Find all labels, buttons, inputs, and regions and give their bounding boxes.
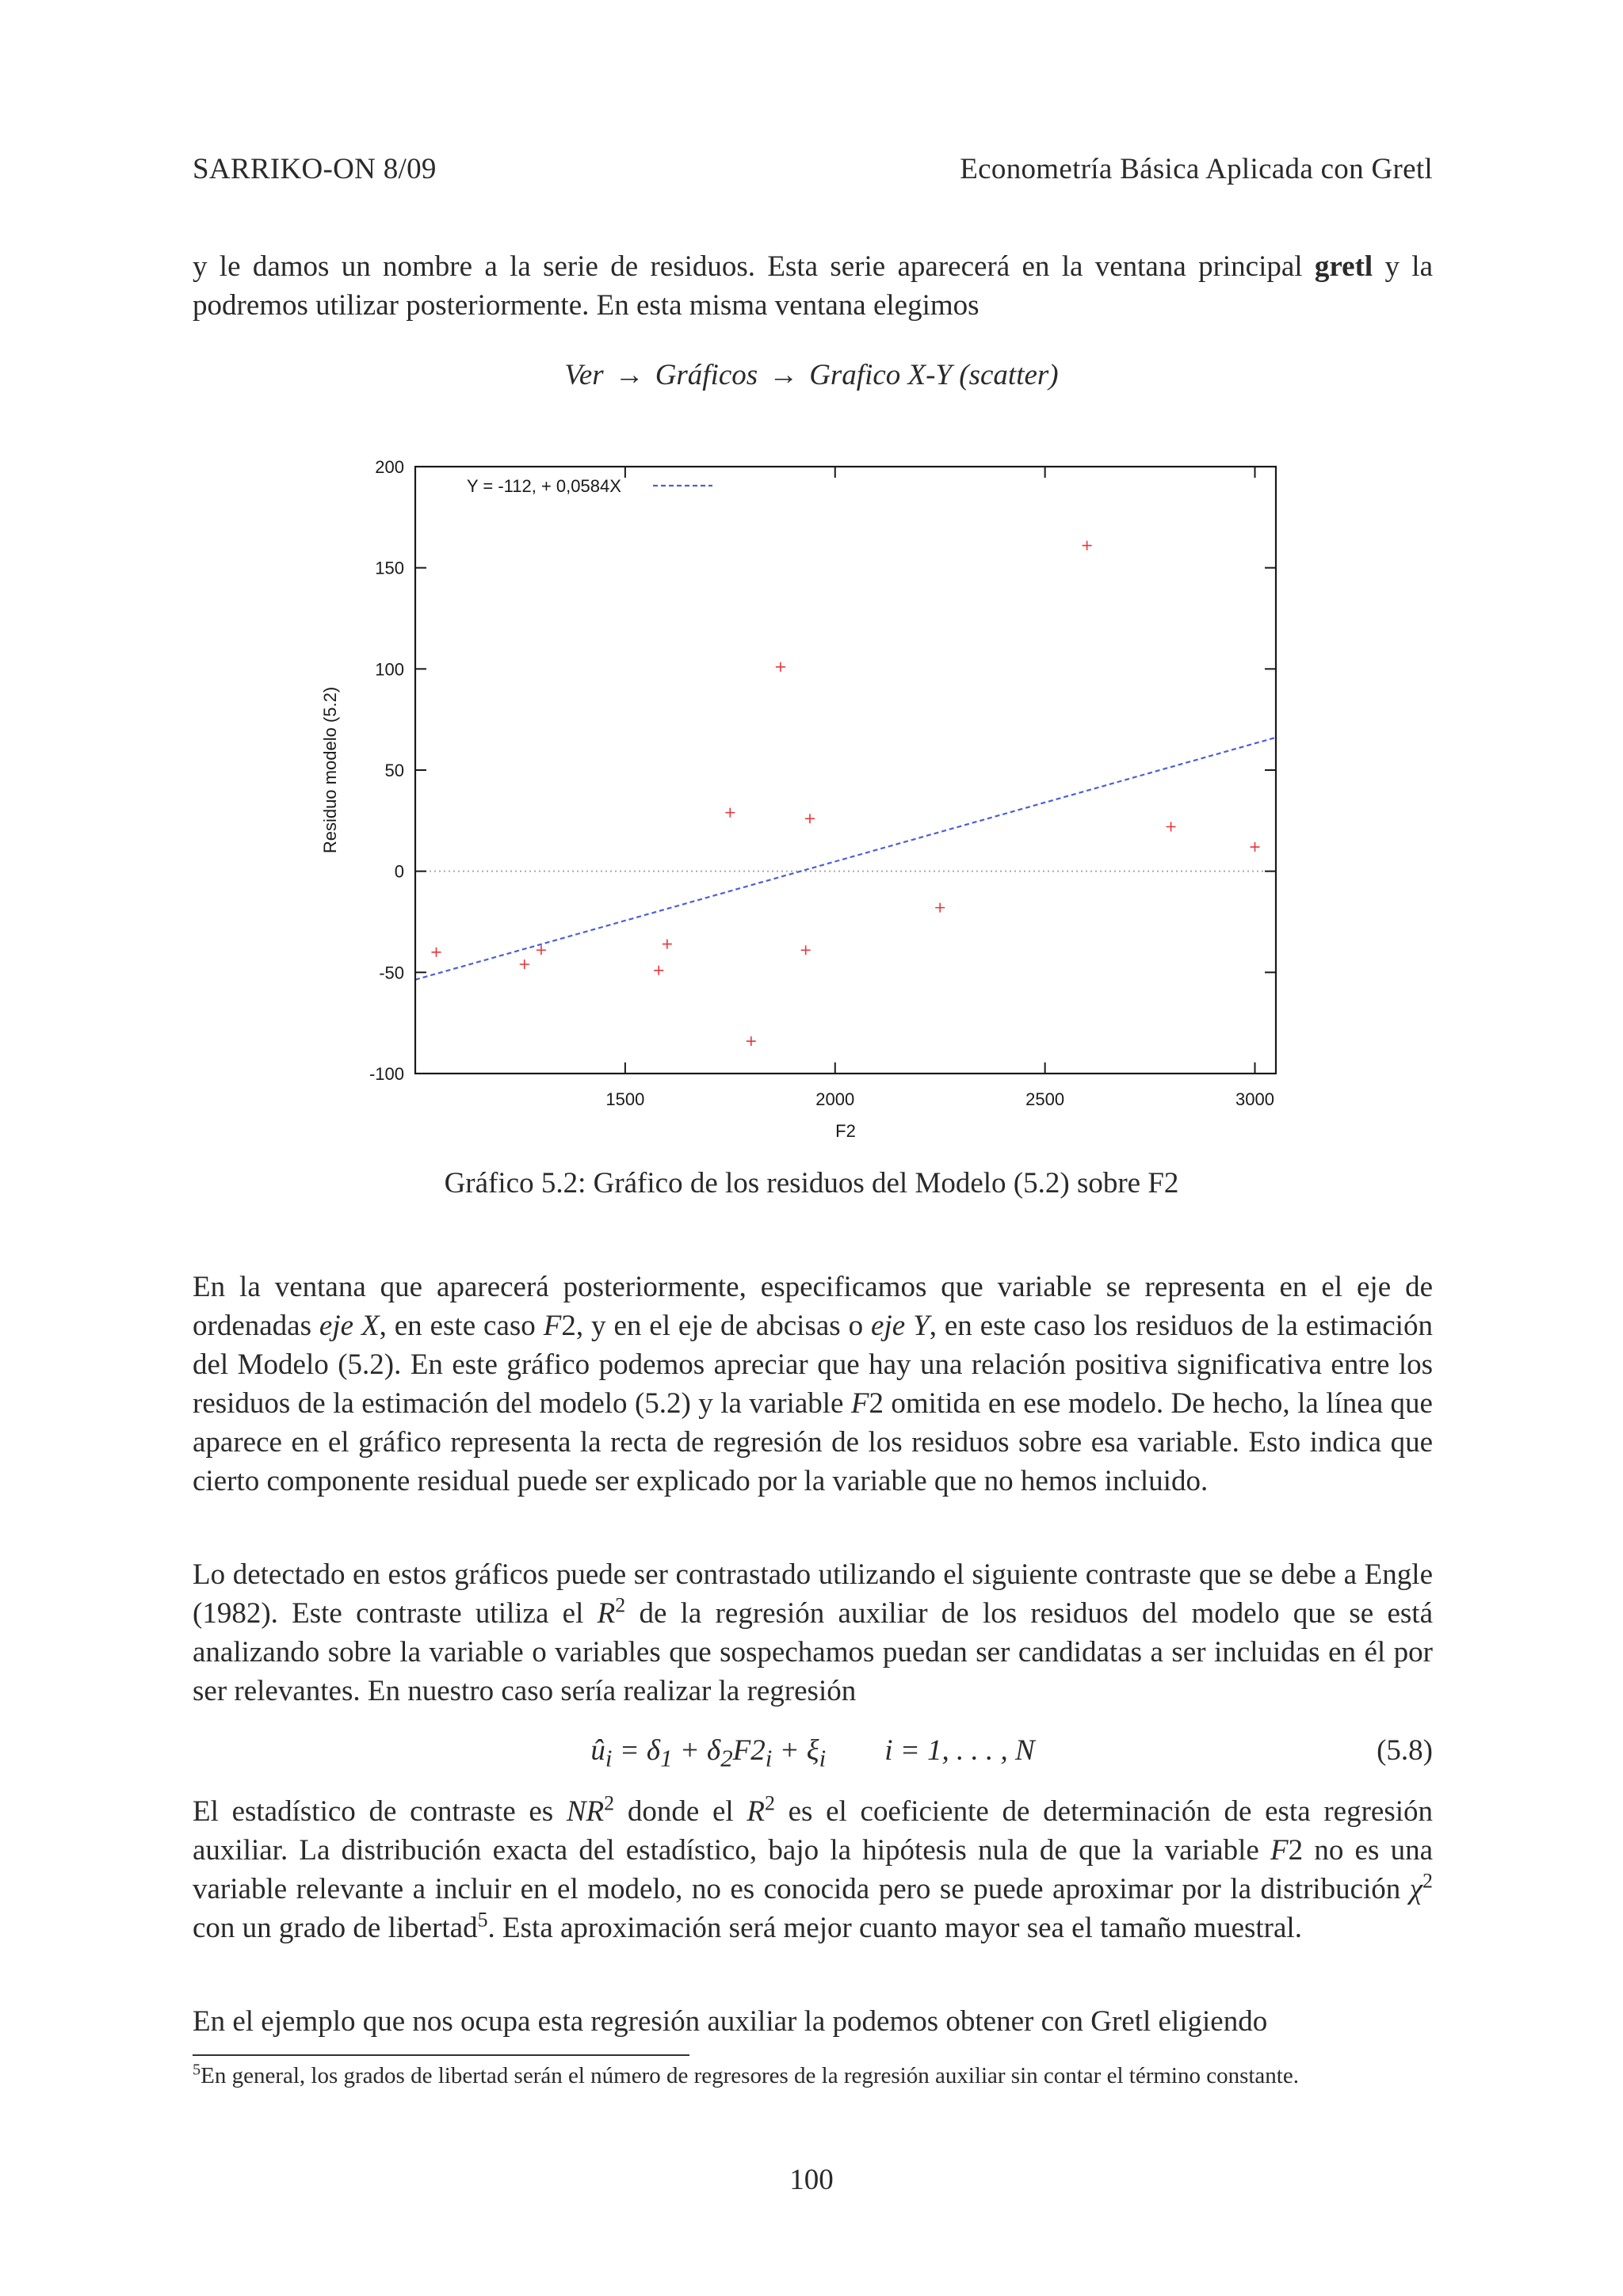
x-tick-label: 1500 bbox=[605, 1089, 645, 1109]
paragraph-3: El estadístico de contraste es $NR^2$ donde el $R^2$ es el coeficiente de determinación de esta regresión auxiliar. La distribución exacta del estadístico, bajo la hipótesis nula de que la variable F2 no es una variable relevante a incluir en el modelo, no es conocida pero se puede aproximar por la distribución $\chi^2$ con un grado de libertad$^5$. Esta aproximación será mejor cuanto mayor sea el tamaño muestral. bbox=[193, 1791, 1434, 1944]
data-point bbox=[1083, 541, 1092, 551]
paragraph-2: Lo detectado en estos gráficos puede ser contrastado utilizando el siguiente contraste que se debe a Engle (1982). Este contraste utiliza el $R^2$ de la regresión auxiliar de los residuos del modelo que se está analizando sobre la variable o variables que sospechamos puedan ser candidatas a ser incluidas en él por ser relevantes. En nuestro caso sería realizar la regresión bbox=[193, 1558, 1434, 1707]
y-tick-label: -100 bbox=[369, 1064, 404, 1084]
x-tick-label: 2500 bbox=[1025, 1089, 1065, 1109]
data-point bbox=[805, 814, 815, 823]
page-number: 100 bbox=[789, 2164, 834, 2196]
paragraph-1: En la ventana que aparecerá posteriormente, especificamos que variable se representa en el eje de ordenadas eje X, en este caso F2, y en el eje de abcisas o eje Y, en este caso los residuos de la estimación del Modelo (5.2). En este gráfico podemos apreciar que hay una relación positiva significativa entre los residuos de la estimación del modelo (5.2) y la variable F2 omitida en ese modelo. De hecho, la línea que aparece en el gráfico representa la recta de regresión de los residuos sobre esa variable. Esto indica que cierto componente residual puede ser explicado por la variable que no hemos incluido. bbox=[193, 1271, 1433, 1497]
plot-frame bbox=[415, 467, 1276, 1074]
footnote-rule bbox=[193, 2054, 689, 2056]
y-tick-label: 0 bbox=[394, 861, 404, 882]
data-point bbox=[520, 959, 529, 969]
data-point bbox=[1167, 822, 1176, 831]
data-point bbox=[537, 945, 546, 955]
x-axis-label: F2 bbox=[835, 1121, 856, 1141]
y-tick-label: 200 bbox=[375, 457, 404, 477]
data-point bbox=[663, 940, 672, 949]
paragraph-4: En el ejemplo que nos ocupa esta regresión auxiliar la podemos obtener con Gretl eligiendo bbox=[193, 2005, 1268, 2038]
regression-line bbox=[415, 738, 1276, 980]
data-point bbox=[801, 945, 811, 955]
data-point bbox=[935, 903, 945, 913]
y-tick-label: 50 bbox=[384, 761, 404, 780]
equation-number: (5.8) bbox=[1377, 1734, 1433, 1767]
intro-bold-gretl: gretl bbox=[1314, 250, 1373, 283]
intro-paragraph bbox=[193, 247, 1433, 325]
footnote bbox=[193, 2060, 1433, 2092]
y-axis-label: Residuo modelo (5.2) bbox=[320, 686, 340, 854]
y-tick-label: 100 bbox=[375, 659, 404, 680]
footnote-text: En general, los grados de libertad serán el número de regresores de la regresión auxiliar sin contar el término constante. bbox=[200, 2063, 1299, 2088]
menu-arrow-icon: → bbox=[769, 359, 799, 391]
menu-path bbox=[0, 358, 1623, 392]
residual-scatter-chart bbox=[309, 444, 1300, 1141]
equation-body: $û_i = \delta_1 + \delta_2F2_i + \xi_i$ i = 1, . . . , N bbox=[590, 1734, 1035, 1772]
data-point bbox=[1251, 842, 1260, 852]
menu-step-graficos: Gráficos bbox=[655, 359, 758, 391]
menu-arrow-icon: → bbox=[614, 359, 644, 391]
running-header-right: Econometría Básica Aplicada con Gretl bbox=[960, 153, 1433, 185]
figure-caption: Gráfico 5.2: Gráfico de los residuos del Modelo (5.2) sobre F2 bbox=[444, 1167, 1179, 1199]
intro-text-2: y la podremos utilizar posteriormente. En esta misma ventana elegimos bbox=[193, 250, 1433, 322]
x-tick-label: 2000 bbox=[815, 1089, 855, 1109]
running-header-left: SARRIKO-ON 8/09 bbox=[193, 153, 437, 185]
footnote-marker: 5 bbox=[193, 2061, 201, 2079]
intro-text-1: y le damos un nombre a la serie de residuos. Esta serie aparecerá en la ventana principal bbox=[193, 250, 1315, 283]
data-point bbox=[747, 1036, 756, 1046]
x-tick-label: 3000 bbox=[1235, 1089, 1274, 1109]
legend-label: Y = -112, + 0,0584X bbox=[467, 476, 621, 496]
y-tick-label: 150 bbox=[375, 558, 404, 578]
menu-step-ver: Ver bbox=[564, 359, 604, 391]
menu-step-scatter: Grafico X-Y (scatter) bbox=[809, 359, 1059, 391]
data-point bbox=[776, 662, 785, 672]
data-point bbox=[431, 948, 441, 957]
data-point bbox=[725, 808, 735, 818]
y-tick-label: -50 bbox=[379, 963, 404, 983]
data-point bbox=[654, 966, 663, 975]
